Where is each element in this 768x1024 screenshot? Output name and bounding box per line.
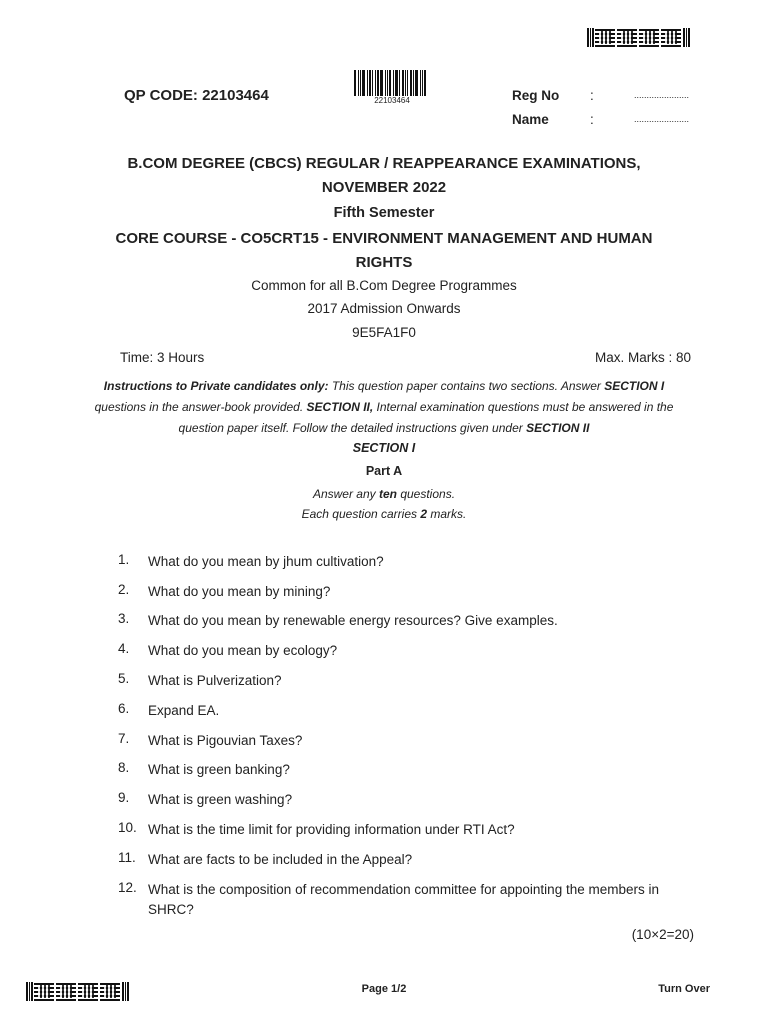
question-number: 3.: [118, 611, 130, 626]
instructions-section2: SECTION II,: [306, 400, 374, 414]
question-text: What do you mean by mining?: [148, 584, 331, 599]
carries-pre: Each question carries: [301, 507, 421, 521]
course-title-line1: CORE COURSE - CO5CRT15 - ENVIRONMENT MANAGEMENT AND HUMAN: [115, 230, 653, 247]
name-label: Name: [512, 112, 549, 127]
barcode-bar: [362, 70, 365, 96]
question-text: What is Pigouvian Taxes?: [148, 733, 303, 748]
barcode-number: 22103464: [374, 96, 410, 105]
name-colon: :: [590, 112, 594, 127]
barcode-bar: [410, 70, 412, 96]
question-text: What do you mean by renewable energy resources? Give examples.: [148, 613, 558, 628]
barcode-bar: [395, 70, 398, 96]
question-text: What are facts to be included in the Appeal?: [148, 852, 413, 867]
instructions-text2: questions in the answer-book provided.: [94, 400, 307, 414]
qp-code: QP CODE: 22103464: [124, 87, 269, 104]
question-number: 2.: [118, 582, 130, 597]
barcode-bar: [415, 70, 418, 96]
time-label: Time: 3 Hours: [120, 350, 205, 365]
question-number: 10.: [118, 820, 137, 835]
question-number: 4.: [118, 641, 130, 656]
question-text: Expand EA.: [148, 703, 220, 718]
barcode-bar: [360, 70, 361, 96]
instructions-section2-ref: SECTION II: [526, 421, 590, 435]
barcode-bar: [372, 70, 373, 96]
barcode-bar: [367, 70, 368, 96]
barcode-bar: [422, 70, 423, 96]
barcode-bar: [387, 70, 388, 96]
question-number: 8.: [118, 760, 130, 775]
question-number: 9.: [118, 790, 130, 805]
barcode-bar: [424, 70, 426, 96]
question-text: What is the composition of recommendation committee for appointing the members in SHRC?: [148, 882, 659, 917]
barcode-bar: [407, 70, 408, 96]
exam-title-line2: NOVEMBER 2022: [321, 179, 447, 196]
reg-no-colon: :: [590, 88, 594, 103]
instructions-section1: SECTION I: [604, 379, 665, 393]
qp-barcode: [354, 70, 430, 105]
answer-pre: Answer any: [312, 487, 379, 501]
question-number: 1.: [118, 552, 130, 567]
question-text: What do you mean by ecology?: [148, 643, 338, 658]
barcode-bar: [393, 70, 394, 96]
barcode-bar: [420, 70, 421, 96]
answer-count: ten: [378, 487, 397, 501]
section-title: SECTION I: [352, 441, 416, 455]
question-item: [118, 552, 698, 572]
turn-over: Turn Over: [658, 983, 710, 995]
instructions-line2: [0, 397, 768, 418]
answer-instruction: [0, 487, 768, 501]
question-text: What do you mean by jhum cultivation?: [148, 554, 384, 569]
barcode-bar: [389, 70, 391, 96]
question-item: [118, 880, 698, 920]
barcode-bar: [405, 70, 406, 96]
exam-title-line1: B.COM DEGREE (CBCS) REGULAR / REAPPEARANCE EXAMINATIONS,: [127, 155, 641, 172]
question-item: [118, 701, 698, 721]
question-item: [118, 671, 698, 691]
barcode-bar: [413, 70, 414, 96]
admission-line: 2017 Admission Onwards: [307, 301, 461, 316]
question-text: What is Pulverization?: [148, 673, 282, 688]
paper-code: 9E5FA1F0: [352, 325, 416, 340]
semester-title: Fifth Semester: [333, 205, 435, 221]
page-number: Page 1/2: [361, 983, 407, 995]
barcode-bar: [358, 70, 359, 96]
question-item: [118, 820, 698, 840]
carries-marks: 2: [420, 507, 428, 521]
question-number: 7.: [118, 731, 130, 746]
carries-post: marks.: [427, 507, 467, 521]
instructions-block: [0, 376, 768, 439]
total-marks: (10×2=20): [631, 927, 694, 942]
question-text: What is green banking?: [148, 762, 290, 777]
barcode-bar: [399, 70, 400, 96]
barcode-bar: [375, 70, 376, 96]
question-number: 5.: [118, 671, 130, 686]
max-marks-label: Max. Marks : 80: [594, 350, 691, 365]
common-programmes: Common for all B.Com Degree Programmes: [251, 278, 517, 293]
top-barcode-strip: [587, 28, 717, 47]
instructions-heading: Instructions to Private candidates only:: [103, 379, 329, 393]
question-number: 11.: [118, 850, 136, 865]
instructions-text4: question paper itself. Follow the detailed instructions given under: [178, 421, 527, 435]
question-item: [118, 641, 698, 661]
question-number: 12.: [118, 880, 137, 895]
question-item: [118, 582, 698, 602]
question-item: [118, 611, 698, 631]
instructions-line1: [0, 376, 768, 397]
instructions-line3: [0, 418, 768, 439]
instructions-text1: This question paper contains two sections. Answer: [328, 379, 605, 393]
question-text: What is the time limit for providing information under RTI Act?: [148, 822, 515, 837]
reg-no-label: Reg No: [512, 88, 560, 103]
barcode-bar: [402, 70, 404, 96]
marks-instruction: [0, 507, 768, 521]
part-title: Part A: [365, 464, 403, 478]
answer-post: questions.: [396, 487, 456, 501]
instructions-text3: Internal examination questions must be answered in the: [373, 400, 674, 414]
question-item: [118, 731, 698, 751]
course-title-line2: RIGHTS: [355, 254, 413, 271]
barcode-bar: [354, 70, 356, 96]
name-field[interactable]: ......................: [634, 114, 690, 124]
reg-no-field[interactable]: ......................: [634, 90, 690, 100]
question-item: [118, 760, 698, 780]
question-item: [118, 850, 698, 870]
question-item: [118, 790, 698, 810]
barcode-bar: [385, 70, 386, 96]
question-text: What is green washing?: [148, 792, 293, 807]
barcode-bar: [369, 70, 371, 96]
barcode-bar: [380, 70, 383, 96]
question-number: 6.: [118, 701, 130, 716]
barcode-bar: [377, 70, 379, 96]
